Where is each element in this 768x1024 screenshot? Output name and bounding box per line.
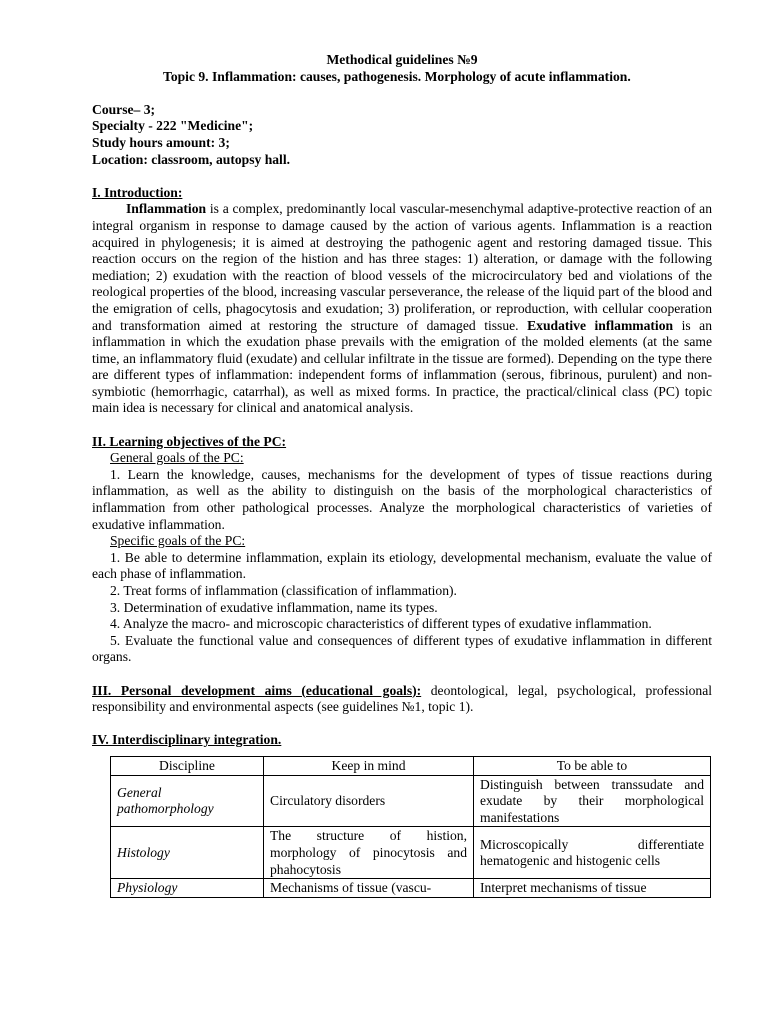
specific-goal-item: 5. Evaluate the functional value and consequences of different types of exudative inflammation in different organs. (92, 632, 712, 665)
table-cell-keep-in-mind: Circulatory disorders (264, 775, 474, 827)
general-goals-label: General goals of the PC: (110, 450, 244, 466)
table-row (111, 879, 711, 898)
document-page (92, 52, 712, 898)
term-exudative: Exudative inflammation (527, 317, 674, 333)
objectives-heading: II. Learning objectives of the PC: (92, 433, 287, 449)
integration-table (110, 756, 711, 898)
specific-goal-item: 2. Treat forms of inflammation (classification of inflammation). (110, 583, 457, 598)
course-line: Course– 3; (92, 101, 156, 117)
personal-aims-paragraph (92, 683, 712, 716)
table-row (111, 827, 711, 879)
table-cell-keep-in-mind: Mechanisms of tissue (vascu- (264, 879, 474, 898)
document-title: Methodical guidelines №9 (326, 52, 478, 67)
personal-aims-text: deontological, legal, psychological, professional responsibility and environmental aspects (see guidelines №1, topic 1). (92, 682, 712, 715)
table-cell-keep-in-mind: The structure of histion, morphology of pinocytosis and phahocytosis (264, 827, 474, 879)
introduction-heading: I. Introduction: (92, 184, 183, 200)
column-header-to-be-able-to: To be able to (474, 756, 711, 775)
introduction-paragraph (92, 201, 712, 417)
hours-line: Study hours amount: 3; (92, 134, 230, 150)
general-goal-item: 1. Learn the knowledge, causes, mechanisms for the development of types of tissue reactions during inflammation, as well as the ability to distinguish on the basis of the morphological characteristics of inflammation from other pathological processes. Analyze the morphological characteristics of varieties of exudative inflammation. (92, 466, 712, 532)
table-cell-to-be-able-to: Interpret mechanisms of tissue (474, 879, 711, 898)
personal-aims-heading: III. Personal development aims (educational goals): (92, 682, 422, 698)
column-header-keep-in-mind: Keep in mind (264, 756, 474, 775)
intro-text-1: is a complex, predominantly local vascular-mesenchymal adaptive-protective reaction of an integral organism in response to damage caused by the action of various agents. Inflammation is a reaction acquired in phylogenesis; it is aimed at destroying the pathogenic agent and restoring damaged tissue. This reaction occurs on the region of the histion and has three stages: 1) alteration, or damage with the following mediation; 2) exudation with the reaction of blood vessels of the microcirculatory bed and violations of the reological properties of the blood, increasing vascular perseverance, the release of the liquid part of the blood and the emigration of cells, phagocytosis and exudation; 3) proliferation, or reproduction, with cellular cooperation and transformation aimed at restoring the structure of damaged tissue. (92, 201, 712, 333)
table-cell-discipline: General pathomorphology (111, 775, 264, 827)
column-header-discipline: Discipline (111, 756, 264, 775)
specific-goal-item: 4. Analyze the macro- and microscopic characteristics of different types of exudative inflammation. (110, 616, 652, 632)
table-cell-discipline: Physiology (111, 879, 264, 898)
table-cell-discipline: Histology (111, 827, 264, 879)
table-cell-to-be-able-to: Distinguish between transsudate and exudate by their morphological manifestations (474, 775, 711, 827)
intro-text-2: is an inflammation in which the exudation phase prevails with the emigration of the molded elements (at the same time, an inflammatory fluid (exudate) and cellular infiltrate in the tissue are formed). Depending on the type there are different types of inflammation: independent forms of inflammation (serous, fibrinous, purulent) and non-symbiotic (hemorrhagic, catarrhal), as well as mixed forms. In practice, the practical/clinical class (PC) topic main idea is necessary for clinical and anatomical analysis. (92, 317, 713, 416)
table-cell-to-be-able-to: Microscopically differentiate hematogenic and histogenic cells (474, 827, 711, 879)
specialty-line: Specialty - 222 "Medicine"; (92, 118, 254, 134)
term-inflammation: Inflammation (126, 201, 207, 217)
location-line: Location: classroom, autopsy hall. (92, 151, 291, 167)
specific-goal-item: 1. Be able to determine inflammation, explain its etiology, developmental mechanism, evaluate the value of each phase of inflammation. (92, 549, 712, 582)
specific-goal-item: 3. Determination of exudative inflammation, name its types. (110, 599, 438, 615)
table-row (111, 775, 711, 827)
specific-goals-label: Specific goals of the PC: (110, 533, 246, 549)
integration-heading: IV. Interdisciplinary integration. (92, 732, 282, 748)
topic-title: Topic 9. Inflammation: causes, pathogenesis. Morphology of acute inflammation. (163, 68, 631, 84)
table-header-row (111, 756, 711, 775)
